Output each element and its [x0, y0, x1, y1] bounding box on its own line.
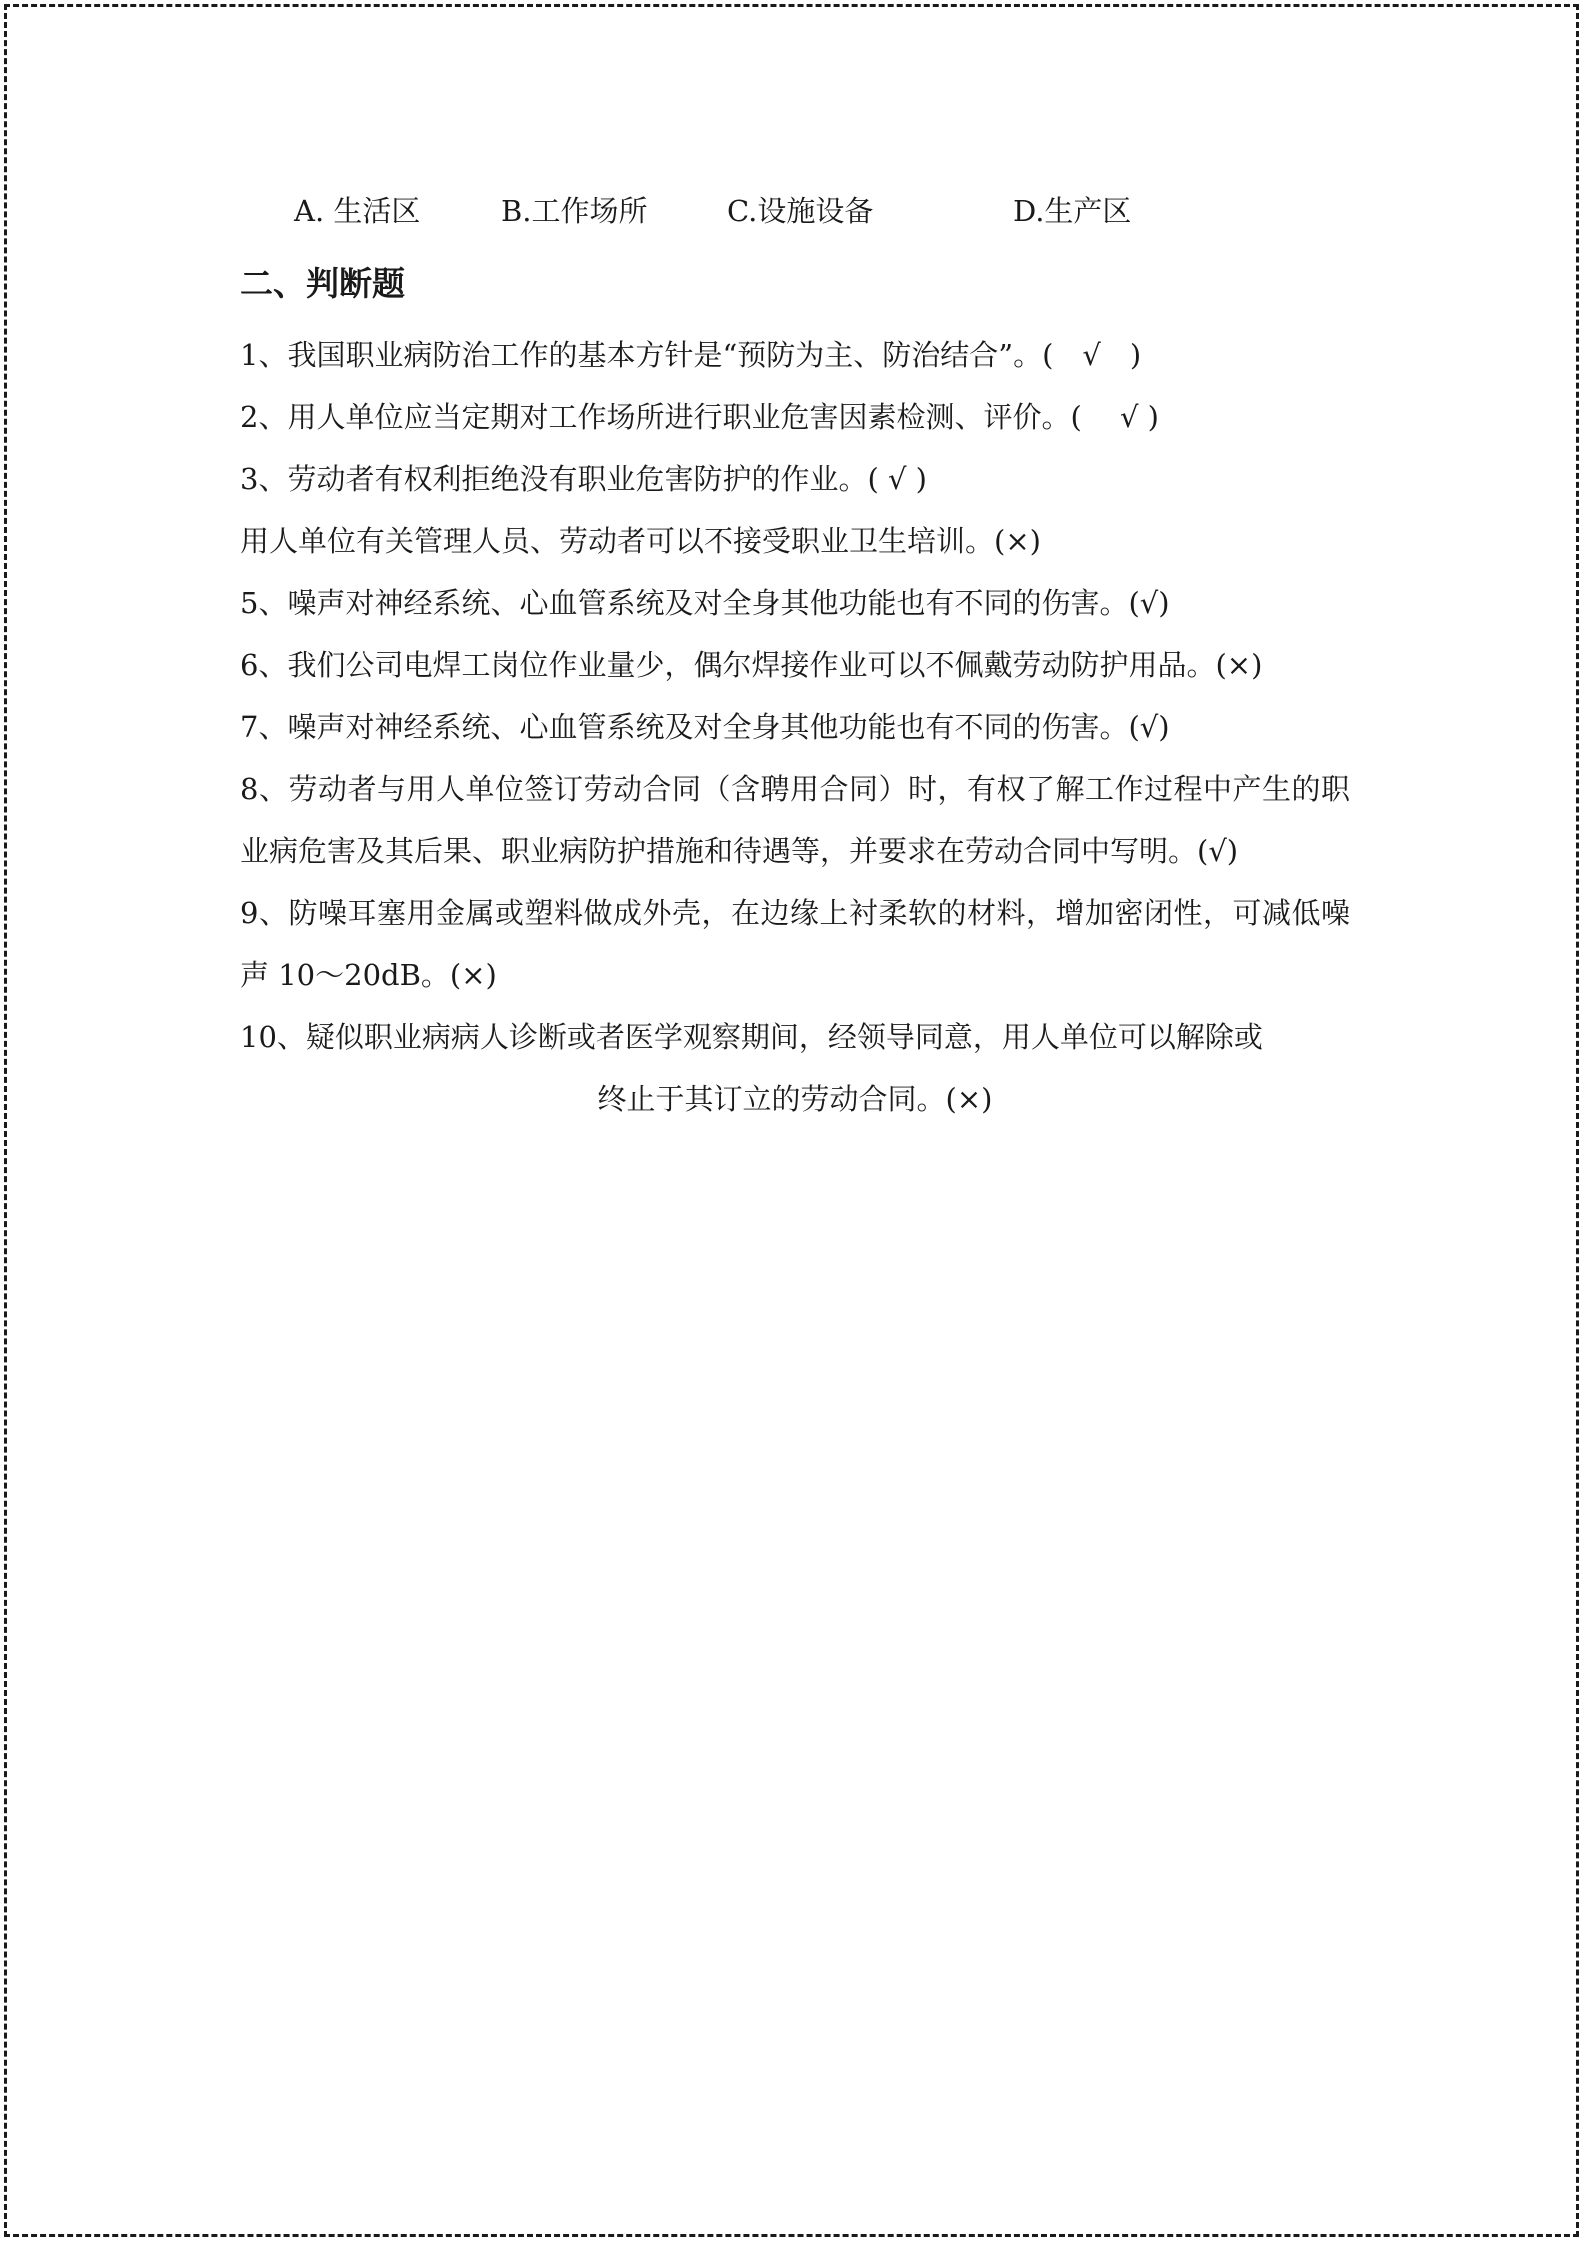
option-c: C.设施设备 — [727, 194, 874, 228]
option-d: D.生产区 — [1013, 194, 1132, 228]
question-1: 1、我国职业病防治工作的基本方针是“预防为主、防治结合”。( √ ) — [240, 338, 1142, 372]
question-6: 6、我们公司电焊工岗位作业量少，偶尔焊接作业可以不佩戴劳动防护用品。(×) — [240, 648, 1263, 682]
document-body — [240, 190, 1350, 1130]
option-b: B.工作场所 — [501, 194, 648, 228]
question-4: 用人单位有关管理人员、劳动者可以不接受职业卫生培训。(×) — [240, 524, 1041, 558]
answer-options-row — [240, 190, 1350, 232]
question-10: 10、疑似职业病病人诊断或者医学观察期间，经领导同意，用人单位可以解除或 — [240, 1020, 1263, 1054]
question-2: 2、用人单位应当定期对工作场所进行职业危害因素检测、评价。( √ ) — [240, 400, 1159, 434]
question-8: 8、劳动者与用人单位签订劳动合同（含聘用合同）时，有权了解工作过程中产生的职业病危害及其后果、职业病防护措施和待遇等，并要求在劳动合同中写明。(√) — [240, 772, 1350, 868]
question-7: 7、噪声对神经系统、心血管系统及对全身其他功能也有不同的伤害。(√) — [240, 710, 1170, 744]
option-a: A. 生活区 — [294, 194, 421, 228]
question-5: 5、噪声对神经系统、心血管系统及对全身其他功能也有不同的伤害。(√) — [240, 586, 1170, 620]
question-10-continuation: 终止于其订立的劳动合同。(×) — [597, 1082, 993, 1116]
section-title: 二、判断题 — [240, 264, 405, 303]
question-3: 3、劳动者有权利拒绝没有职业危害防护的作业。( √ ) — [240, 462, 927, 496]
question-9: 9、防噪耳塞用金属或塑料做成外壳，在边缘上衬柔软的材料，增加密闭性，可减低噪声 10～20dB。(×) — [240, 896, 1350, 992]
